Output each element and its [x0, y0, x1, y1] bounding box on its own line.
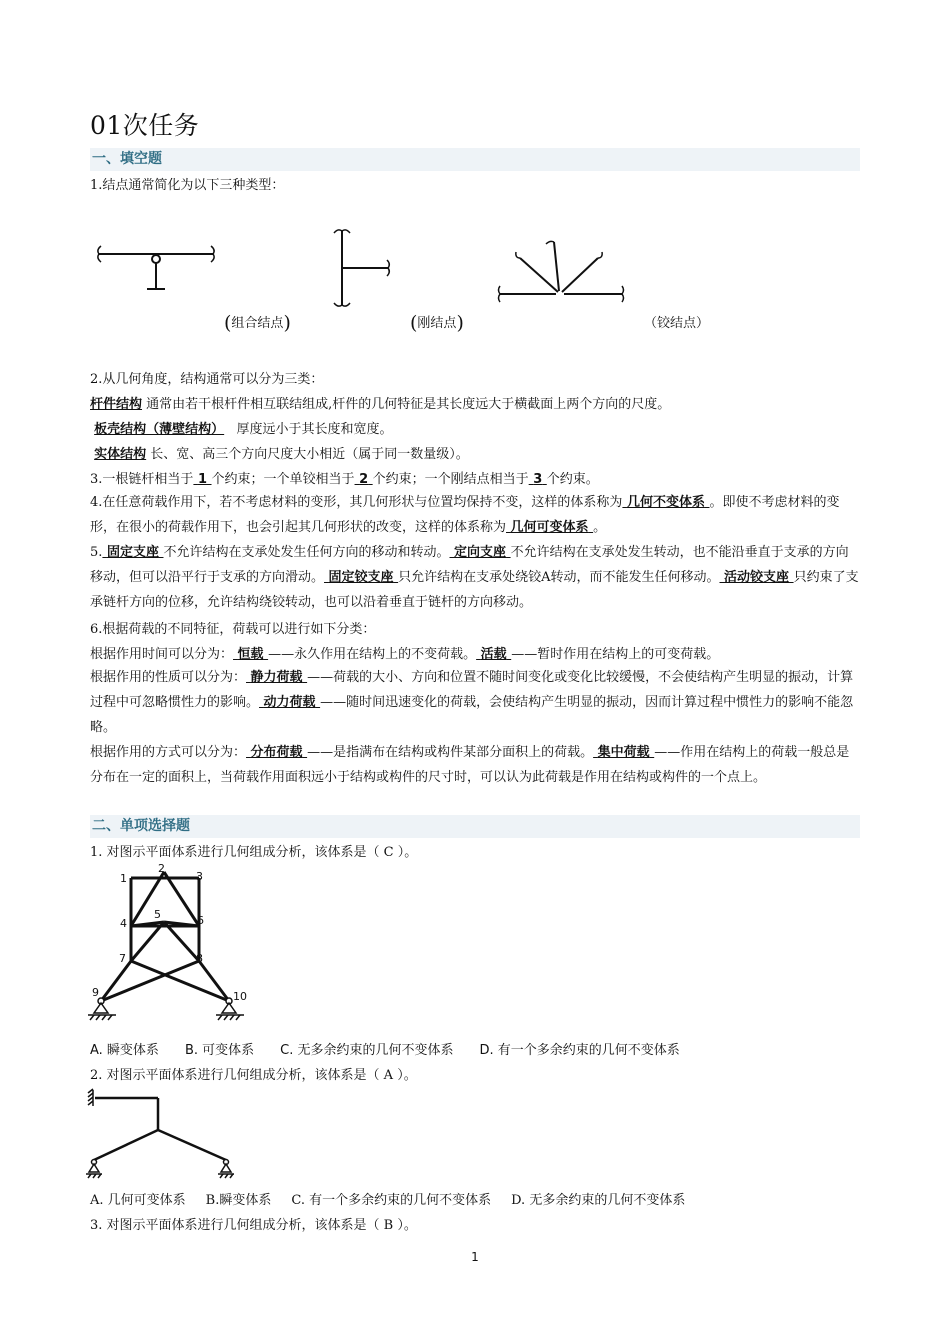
- mc2-option-a: A. 几何可变体系: [90, 1193, 186, 1208]
- node-label-5: 5: [154, 908, 161, 921]
- q6-intro: 6.根据荷载的不同特征，荷载可以进行如下分类：: [90, 622, 376, 637]
- mc1-option-b: B. 可变体系: [184, 1043, 255, 1058]
- node-label-6: 6: [197, 914, 204, 927]
- q2-line-3: 实体结构 长、宽、高三个方向尺度大小相近（属于同一数量级）。: [94, 447, 469, 462]
- q6-paragraph-nature: 根据作用的性质可以分为： 静力荷载 ——荷载的大小、方向和位置不随时间变化或变化比较缓慢，不会使结构产生明显的振动，计算过程中可忽略惯性力的影响。 动力荷载 ——随时间迅速变化的荷载，会使结构产生明显的振动，因而计算过程中惯性力的影响不能忽略。: [90, 670, 854, 735]
- mc1-truss-figure: [86, 860, 256, 1026]
- mc2-option-c: C. 有一个多余约束的几何不变体系: [291, 1193, 492, 1208]
- mc2-option-b: B.瞬变体系: [205, 1193, 272, 1208]
- q2-line-2: 板壳结构（薄壁结构） 厚度远小于其长度和宽度。: [94, 422, 393, 437]
- q5-paragraph: 5. 固定支座 不允许结构在支承处发生任何方向的移动和转动。 定向支座 不允许结构在支承处发生转动，也不能沿垂直于支承的方向移动，但可以沿平行于支承的方向滑动。 固定铰支座 只允许结构在支承处绕铰A转动，而不能发生任何移动。 活动铰支座 只约束了支承链杆方向的位移，允许结构绕铰转动，也可以沿着垂直于链杆的方向移动。: [90, 545, 859, 610]
- mc2-options: [90, 1192, 860, 1210]
- q2-intro: 2.从几何角度，结构通常可以分为三类：: [90, 372, 324, 387]
- hinge-joint-figure: [496, 236, 628, 304]
- mc1-question: 1. 对图示平面体系进行几何组成分析，该体系是（ C ）。: [90, 845, 418, 860]
- mc3-question: 3. 对图示平面体系进行几何组成分析，该体系是（ B ）。: [90, 1218, 417, 1233]
- node-label-7: 7: [119, 952, 126, 965]
- q6-paragraph-mode: 根据作用的方式可以分为： 分布荷载 ——是指满布在结构或构件某部分面积上的荷载。 集中荷载 ——作用在结构上的荷载一般总是分布在一定的面积上，当荷载作用面积远小于结构或构件的尺寸时，可以认为此荷载是作用在结构或构件的一个点上。: [90, 745, 850, 785]
- page-title: 01次任务: [90, 111, 200, 140]
- mc2-option-d: D. 无多余约束的几何不变体系: [511, 1193, 686, 1208]
- mc1-options: [90, 1042, 860, 1060]
- mc2-frame-figure: [86, 1088, 236, 1184]
- q2-line-1: 杆件结构 通常由若干根杆件相互联结组成,杆件的几何特征是其长度远大于横截面上两个方向的尺度。: [90, 397, 671, 412]
- node-label-2: 2: [158, 862, 165, 875]
- node-label-3: 3: [196, 870, 203, 883]
- mc1-option-d: D. 有一个多余约束的几何不变体系: [479, 1043, 680, 1058]
- q3-line: 3.一根链杆相当于 1 个约束；一个单铰相当于 2 个约束；一个刚结点相当于 3 个约束。: [90, 472, 599, 487]
- mc1-option-c: C. 无多余约束的几何不变体系: [280, 1043, 454, 1058]
- node-label-1: 1: [120, 872, 127, 885]
- caption-rigid-joint: (刚结点): [410, 312, 464, 334]
- page-number: 1: [471, 1250, 479, 1264]
- q4-paragraph: 4.在任意荷载作用下，若不考虑材料的变形，其几何形状与位置均保持不变，这样的体系称为 几何不变体系 。即使不考虑材料的变形，在很小的荷载作用下，也会引起其几何形状的改变，这样的体系称为 几何可变体系 。: [90, 495, 840, 535]
- node-label-10: 10: [233, 990, 247, 1003]
- rigid-joint-figure: [328, 225, 398, 310]
- combined-joint-figure: [95, 238, 220, 298]
- node-label-4: 4: [120, 917, 127, 930]
- node-label-8: 8: [196, 952, 203, 965]
- section-heading-multiple-choice: 二、单项选择题: [90, 815, 860, 838]
- node-label-9: 9: [92, 986, 99, 999]
- caption-hinge-joint: （铰结点）: [644, 316, 710, 331]
- mc1-option-a: A. 瞬变体系: [90, 1043, 159, 1058]
- section-heading-fill-in: 一、填空题: [90, 148, 860, 171]
- caption-combined-joint: (组合结点): [224, 312, 291, 334]
- q1-text: 1.结点通常简化为以下三种类型：: [90, 178, 285, 193]
- q6-line-time: 根据作用时间可以分为： 恒载 ——永久作用在结构上的不变荷载。 活载 ——暂时作用在结构上的可变荷载。: [90, 647, 720, 662]
- mc2-question: 2. 对图示平面体系进行几何组成分析，该体系是（ A ）。: [90, 1068, 417, 1083]
